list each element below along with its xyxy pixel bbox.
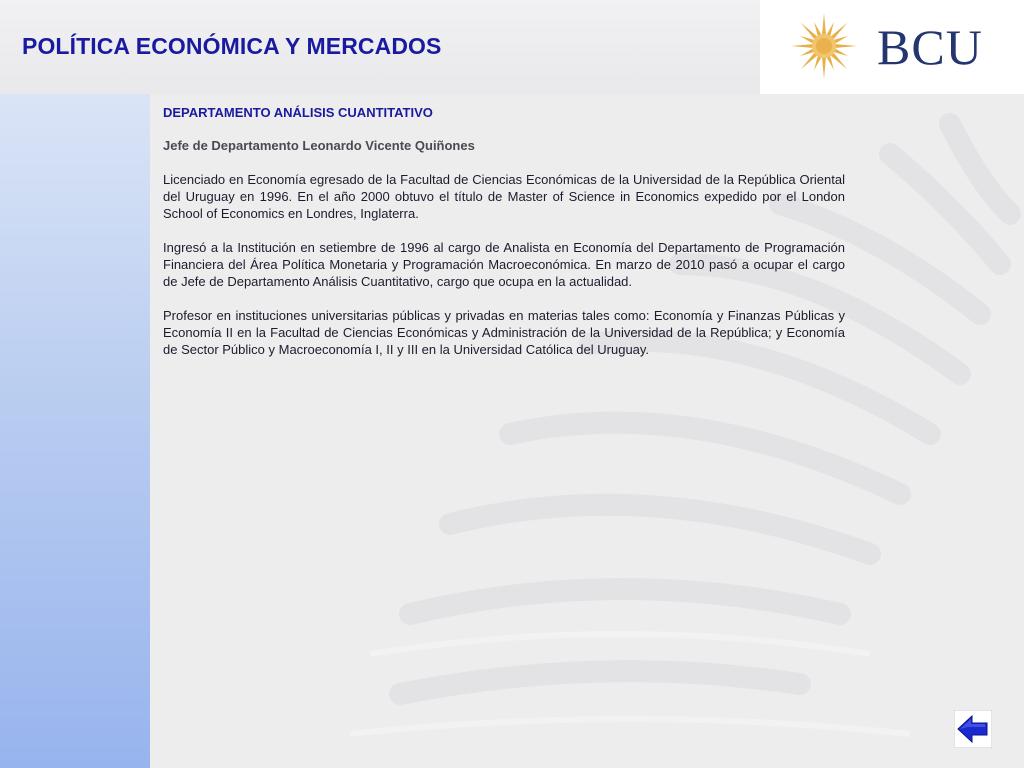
sun-ray (801, 23, 817, 39)
department-heading: DEPARTAMENTO ANÁLISIS CUANTITATIVO (163, 105, 433, 120)
biography-paragraph: Profesor en instituciones universitarias públicas y privadas en materias tales como: Economía y Finanzas Públicas y Economía II en la Facultad de Ciencias Económicas y Administración de la Universidad de la República; y Economía de Sector Público y Macroeconomía I, II y III en la Universidad Católica del Uruguay. (163, 308, 845, 357)
sidebar-decoration (0, 94, 150, 768)
sun-ray (801, 53, 817, 69)
header-bar (0, 0, 760, 94)
back-arrow-icon[interactable] (954, 710, 992, 748)
sun-ray (827, 56, 834, 70)
sun-ray (834, 36, 848, 43)
bcu-logo (760, 0, 1024, 94)
sun-ray (834, 49, 848, 56)
department-content (163, 104, 845, 375)
sun-ray (791, 44, 812, 48)
page-title: POLÍTICA ECONÓMICA Y MERCADOS (22, 33, 442, 59)
sun-emblem-icon (790, 12, 858, 80)
biography-paragraph: Ingresó a la Institución en setiembre de 1996 al cargo de Analista en Economía del Departamento de Programación Financiera del Área Política Monetaria y Programación Macroeconómica. En marzo de 2010 pasó a ocupar el cargo de Jefe de Departamento Análisis Cuantitativo, cargo que ocupa en la actualidad. (163, 240, 845, 289)
sun-ray (814, 56, 821, 70)
sun-ray (831, 53, 847, 69)
department-chief: Jefe de Departamento Leonardo Vicente Quiñones (163, 138, 475, 153)
sun-ray (800, 49, 814, 56)
sun-ray (814, 22, 821, 36)
sun-ray (836, 44, 857, 48)
logo-text: BCU (877, 19, 983, 75)
sun-ray (827, 22, 834, 36)
biography-paragraph: Licenciado en Economía egresado de la Facultad de Ciencias Económicas de la Universidad de la República Oriental del Uruguay en 1996. En el año 2000 obtuvo el título de Master of Science in Economics expedido por el London School of Economics en Londres, Inglaterra. (163, 172, 845, 221)
sun-ray (800, 36, 814, 43)
sun-ray (822, 58, 826, 79)
sun-ray (831, 23, 847, 39)
sun-ray (822, 13, 826, 34)
